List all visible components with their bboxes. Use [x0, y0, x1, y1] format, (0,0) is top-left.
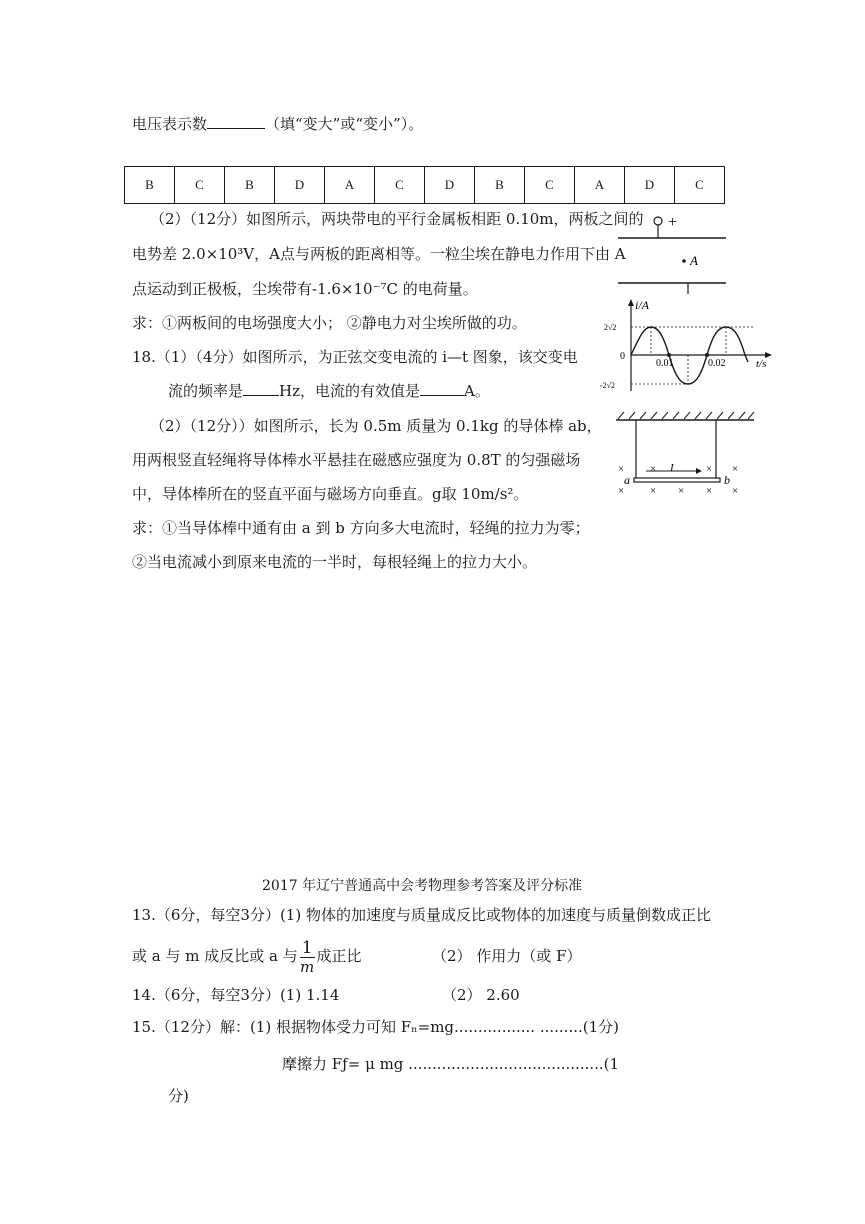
answer-13-line1: 13.（6分，每空3分）(1) 物体的加速度与质量成反比或物体的加速度与质量倒数成正比	[132, 906, 711, 924]
answer-cell: B	[125, 167, 175, 204]
fraction-1-over-m: $\frac{1}{m}$	[300, 937, 315, 976]
point-a-label: A	[690, 253, 698, 268]
answer-cell: B	[225, 167, 275, 204]
plus-sign: +	[668, 214, 678, 231]
question-16-tail: 电压表示数 （填“变大”或“变小”）。	[132, 115, 424, 133]
parallel-plates-figure	[612, 208, 732, 298]
q18-2-line5: ②当电流减小到原来电流的一半时，每根轻绳上的拉力大小。	[132, 553, 538, 571]
answer-blank	[207, 114, 265, 129]
svg-text:×: ×	[650, 463, 657, 475]
answer-table	[124, 166, 725, 204]
answer-cell: D	[275, 167, 325, 204]
q18-2-line3: 中，导体棒所在的竖直平面与磁场方向垂直。g取 10m/s²。	[132, 485, 529, 503]
answer-cell: C	[525, 167, 575, 204]
x-tick-2: 0.02	[708, 358, 726, 369]
q18-2-line2: 用两根竖直轻绳将导体棒水平悬挂在磁感应强度为 0.8T 的匀强磁场	[132, 451, 581, 469]
y-tick-bottom: -2√2	[600, 381, 616, 390]
q18-1-line2: 流的频率是 Hz，电流的有效值是 A。	[168, 382, 490, 400]
answer-14-part1: 14.（6分，每空3分）(1) 1.14	[132, 986, 340, 1004]
answer-cell: B	[475, 167, 525, 204]
x-axis-label: t/s	[756, 358, 767, 370]
hanging-rod-figure	[612, 410, 762, 500]
q17-2-line3: 点运动到正极板，尘埃带有-1.6×10⁻⁷C 的电荷量。	[132, 280, 478, 298]
answer-15-line2: 摩擦力 Fƒ= μ mg .........................................(1	[282, 1055, 620, 1073]
effective-value-blank	[420, 381, 464, 396]
answers-title: 2017 年辽宁普通高中会考物理参考答案及评分标准	[262, 878, 583, 894]
svg-text:×: ×	[678, 485, 685, 497]
svg-text:×: ×	[706, 485, 713, 497]
q18-1-line1: 18.（1）（4分）如图所示，为正弦交变电流的 i—t 图象，该交变电	[132, 348, 578, 366]
x-tick-1: 0.01	[656, 358, 674, 369]
answer-13-line2: 或 a 与 m 成反比或 a 与 $\frac{1}{m}$ 成正比	[132, 937, 362, 976]
svg-text:×: ×	[618, 485, 625, 497]
answer-15-line1: 15.（12分）解：(1) 根据物体受力可知 Fₙ=mg................. .........(1分)	[132, 1018, 620, 1036]
svg-text:×: ×	[650, 485, 657, 497]
q17-2-line2: 电势差 2.0×10³V，A点与两板的距离相等。一粒尘埃在静电力作用下由 A	[132, 245, 626, 263]
answer-14-part2: （2） 2.60	[442, 986, 520, 1004]
frequency-blank	[243, 381, 279, 396]
origin-label: 0	[620, 351, 625, 362]
conductor-rod	[634, 478, 720, 482]
svg-text:×: ×	[706, 463, 713, 475]
y-axis-label: i/A	[635, 298, 649, 312]
q18-2-line4: 求：①当导体棒中通有由 a 到 b 方向多大电流时，轻绳的拉力为零；	[132, 519, 590, 537]
answer-cell: D	[625, 167, 675, 204]
answer-13-part2: （2） 作用力（或 F）	[432, 947, 582, 965]
answer-cell: C	[675, 167, 725, 204]
answer-15-line3: 分)	[168, 1087, 189, 1105]
rod-end-b: b	[724, 473, 730, 487]
answer-cell: A	[325, 167, 375, 204]
answer-cell: C	[375, 167, 425, 204]
q17-2-line4: 求：①两板间的电场强度大小； ②静电力对尘埃所做的功。	[132, 314, 527, 332]
sine-current-figure	[598, 296, 778, 396]
answer-cell: C	[175, 167, 225, 204]
y-tick-top: 2√2	[604, 323, 617, 332]
svg-text:×: ×	[618, 463, 625, 475]
answer-cell: A	[575, 167, 625, 204]
answer-cell: D	[425, 167, 475, 204]
svg-text:×: ×	[732, 485, 739, 497]
current-label: I	[670, 462, 674, 474]
rod-end-a: a	[624, 473, 630, 487]
svg-text:×: ×	[732, 463, 739, 475]
q17-2-line1: （2）（12分）如图所示，两块带电的平行金属板相距 0.10m，两板之间的	[150, 210, 644, 228]
q18-2-line1: （2）（12分））如图所示，长为 0.5m 质量为 0.1kg 的导体棒 ab，	[150, 417, 602, 435]
